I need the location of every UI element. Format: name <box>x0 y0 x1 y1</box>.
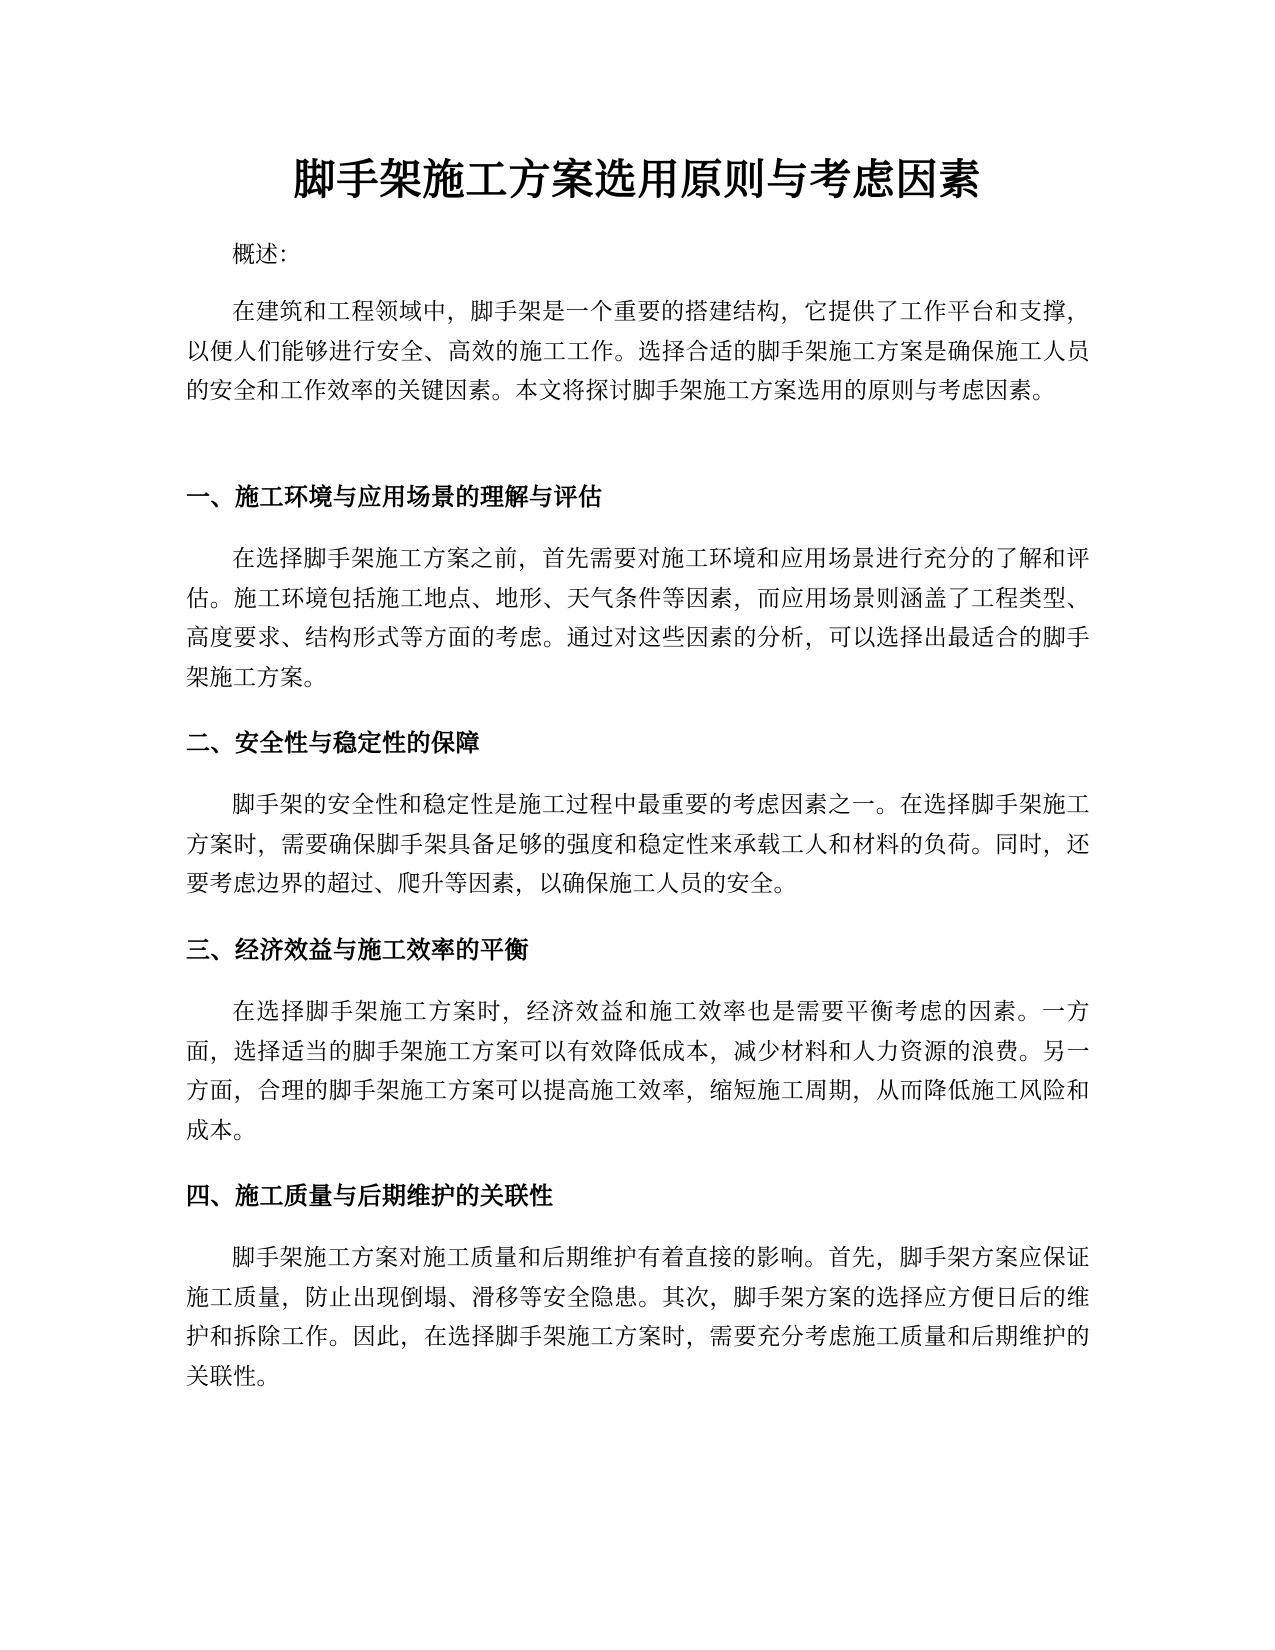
section-3-body-block <box>186 993 1090 1151</box>
section-heading: 三、经济效益与施工效率的平衡 <box>186 936 529 964</box>
section-paragraph: 在选择脚手架施工方案之前，首先需要对施工环境和应用场景进行充分的了解和评估。施工环境包括施工地点、地形、天气条件等因素，而应用场景则涵盖了工程类型、高度要求、结构形式等方面的考虑。通过对这些因素的分析，可以选择出最适合的脚手架施工方案。 <box>186 546 1090 691</box>
intro-block <box>186 293 1090 412</box>
intro-paragraph: 在建筑和工程领域中，脚手架是一个重要的搭建结构，它提供了工作平台和支撑，以便人们能够进行安全、高效的施工工作。选择合适的脚手架施工方案是确保施工人员的安全和工作效率的关键因素。本文将探讨脚手架施工方案选用的原则与考虑因素。 <box>186 299 1090 404</box>
section-heading: 四、施工质量与后期维护的关联性 <box>186 1182 554 1210</box>
section-1-heading-block <box>186 479 1090 515</box>
section-paragraph: 脚手架的安全性和稳定性是施工过程中最重要的考虑因素之一。在选择脚手架施工方案时，需要确保脚手架具备足够的强度和稳定性来承载工人和材料的负荷。同时，还要考虑边界的超过、爬升等因素，以确保施工人员的安全。 <box>186 792 1090 897</box>
section-heading: 一、施工环境与应用场景的理解与评估 <box>186 483 603 511</box>
section-2-body-block <box>186 786 1090 905</box>
document-title: 脚手架施工方案选用原则与考虑因素 <box>293 155 982 204</box>
overview-block <box>186 236 1090 276</box>
section-heading: 二、安全性与稳定性的保障 <box>186 729 480 757</box>
section-paragraph: 脚手架施工方案对施工质量和后期维护有着直接的影响。首先，脚手架方案应保证施工质量，防止出现倒塌、滑移等安全隐患。其次，脚手架方案的选择应方便日后的维护和拆除工作。因此，在选择脚手架施工方案时，需要充分考虑施工质量和后期维护的关联性。 <box>186 1245 1090 1390</box>
overview-label: 概述： <box>232 242 301 268</box>
section-2-heading-block <box>186 725 1090 761</box>
section-paragraph: 在选择脚手架施工方案时，经济效益和施工效率也是需要平衡考虑的因素。一方面，选择适当的脚手架施工方案可以有效降低成本，减少材料和人力资源的浪费。另一方面，合理的脚手架施工方案可以提高施工效率，缩短施工周期，从而降低施工风险和成本。 <box>186 999 1090 1144</box>
section-3-heading-block <box>186 932 1090 968</box>
section-1-body-block <box>186 540 1090 698</box>
section-4-body-block <box>186 1239 1090 1397</box>
section-4-heading-block <box>186 1178 1090 1214</box>
